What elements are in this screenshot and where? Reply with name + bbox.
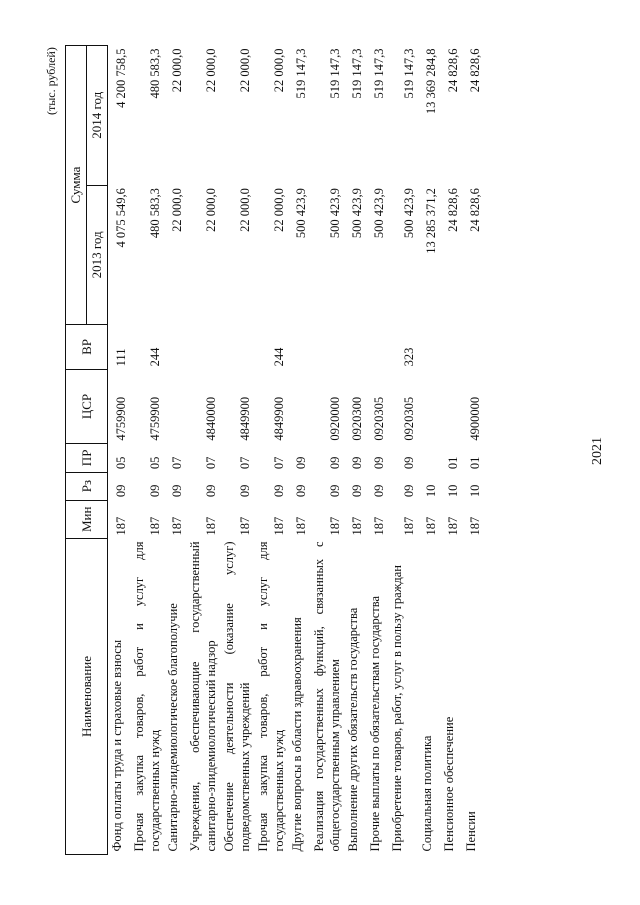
cell-vr	[288, 325, 310, 370]
cell-csr	[440, 369, 462, 443]
cell-min: 187	[169, 516, 184, 536]
cell-name: Учреждения, обеспечивающие государственный санитарно-эпидемиологический надзор	[187, 541, 218, 852]
cell-name: Социальная политика	[419, 735, 434, 852]
cell-y2014: 24 828,6	[467, 48, 482, 93]
cell-name: Фонд оплаты труда и страховые взносы	[110, 639, 124, 852]
cell-name: Приобретение товаров, работ, услуг в пользу граждан	[389, 565, 404, 852]
header-csr: ЦСР	[66, 369, 108, 443]
table-row	[130, 46, 164, 855]
cell-csr: 0920305	[371, 396, 386, 441]
page-number: 2021	[590, 437, 605, 465]
cell-y2013: 13 285 371,2	[423, 188, 438, 254]
cell-rz: 09	[113, 484, 128, 498]
cell-min: 187	[113, 516, 128, 536]
cell-y2013: 22 000,0	[203, 188, 218, 232]
cell-y2014: 22 000,0	[237, 48, 252, 93]
cell-y2014: 22 000,0	[169, 48, 184, 93]
cell-csr: 0920300	[349, 396, 364, 441]
table-row	[440, 46, 462, 855]
cell-pr: 09	[371, 456, 386, 470]
cell-pr: 05	[147, 456, 162, 470]
cell-vr: 323	[401, 347, 416, 367]
table-row	[254, 46, 288, 855]
cell-min: 187	[293, 516, 308, 536]
cell-rz: 09	[237, 484, 252, 498]
cell-y2013: 22 000,0	[237, 188, 252, 232]
cell-min: 187	[423, 516, 438, 536]
cell-min: 187	[271, 516, 286, 536]
cell-pr: 07	[203, 456, 218, 470]
cell-rz: 10	[467, 484, 482, 498]
cell-name: Прочая закупка товаров, работ и услуг для государственных нужд	[131, 541, 162, 852]
cell-vr	[164, 325, 186, 370]
header-rz: Рз	[66, 472, 108, 500]
header-pr: ПР	[66, 444, 108, 472]
cell-vr	[418, 325, 440, 370]
cell-min: 187	[467, 516, 482, 536]
cell-rz: 09	[271, 484, 286, 498]
table-row	[388, 46, 418, 855]
header-name: Наименование	[66, 538, 108, 854]
cell-pr	[418, 444, 440, 472]
cell-vr	[366, 325, 388, 370]
cell-y2013: 4 075 549,6	[113, 188, 128, 248]
cell-rz: 09	[401, 484, 416, 498]
cell-pr: 01	[467, 456, 482, 470]
cell-y2014: 519 147,3	[371, 48, 386, 99]
cell-min: 187	[445, 516, 460, 536]
cell-csr: 0920000	[327, 396, 342, 441]
table-row	[310, 46, 344, 855]
cell-min: 187	[349, 516, 364, 536]
cell-rz: 09	[327, 484, 342, 498]
cell-csr: 4900000	[467, 396, 482, 441]
cell-vr	[440, 325, 462, 370]
cell-vr: 244	[271, 347, 286, 367]
cell-min: 187	[327, 516, 342, 536]
cell-rz: 09	[147, 484, 162, 498]
cell-csr: 4759900	[113, 396, 128, 441]
cell-y2013: 500 423,9	[327, 188, 342, 239]
cell-csr	[418, 369, 440, 443]
cell-name: Санитарно-эпидемиологическое благополучие	[165, 603, 180, 852]
cell-vr: 111	[113, 348, 128, 367]
cell-name: Пенсии	[463, 811, 478, 852]
cell-name: Обеспечение деятельности (оказание услуг) подведомственных учреждений	[221, 541, 252, 852]
cell-min: 187	[371, 516, 386, 536]
cell-y2014: 13 369 284,8	[423, 48, 438, 115]
budget-table	[65, 45, 484, 855]
table-row	[418, 46, 440, 855]
cell-vr	[310, 325, 344, 370]
cell-name: Прочая закупка товаров, работ и услуг для государственных нужд	[255, 541, 286, 852]
cell-vr	[186, 325, 220, 370]
cell-pr: 09	[327, 456, 342, 470]
cell-rz: 09	[349, 484, 364, 498]
cell-rz: 10	[445, 484, 460, 498]
cell-csr	[164, 369, 186, 443]
table-row	[462, 46, 484, 855]
cell-rz: 09	[371, 484, 386, 498]
cell-rz: 09	[203, 484, 218, 498]
cell-y2014: 519 147,3	[293, 48, 308, 99]
cell-rz: 09	[169, 484, 184, 498]
table-row	[108, 46, 130, 855]
cell-pr: 07	[169, 456, 184, 470]
table-row	[220, 46, 254, 855]
cell-y2014: 24 828,6	[445, 48, 460, 93]
table-row	[164, 46, 186, 855]
cell-vr: 244	[147, 347, 162, 367]
cell-y2014: 519 147,3	[349, 48, 364, 99]
cell-vr	[220, 325, 254, 370]
cell-csr: 4840000	[203, 396, 218, 441]
cell-rz: 10	[423, 484, 438, 498]
table-body	[108, 46, 484, 855]
table-row	[366, 46, 388, 855]
table-header	[66, 46, 108, 855]
cell-min: 187	[203, 516, 218, 536]
cell-csr: 0920305	[401, 396, 416, 441]
cell-csr: 4849900	[271, 396, 286, 441]
cell-y2013: 22 000,0	[271, 188, 286, 232]
cell-y2013: 480 583,3	[147, 188, 162, 239]
cell-csr	[288, 369, 310, 443]
cell-vr	[462, 325, 484, 370]
cell-csr: 4759900	[147, 396, 162, 441]
cell-y2013: 500 423,9	[401, 188, 416, 239]
cell-pr: 07	[271, 456, 286, 470]
header-2013: 2013 год	[87, 185, 108, 325]
cell-pr: 09	[349, 456, 364, 470]
cell-name: Выполнение других обязательств государства	[345, 607, 360, 852]
cell-y2014: 519 147,3	[401, 48, 416, 99]
cell-min: 187	[147, 516, 162, 536]
cell-y2014: 22 000,0	[271, 48, 286, 93]
cell-y2013: 24 828,6	[445, 188, 460, 232]
cell-vr	[344, 325, 366, 370]
cell-y2014: 4 200 758,5	[113, 48, 128, 108]
cell-pr: 09	[293, 456, 308, 470]
cell-name: Реализация государственных функций, связанных с общегосударственным управлением	[311, 541, 342, 852]
cell-rz: 09	[293, 484, 308, 498]
cell-y2013: 500 423,9	[293, 188, 308, 239]
cell-pr: 05	[113, 456, 128, 470]
cell-min: 187	[237, 516, 252, 536]
table-row	[186, 46, 220, 855]
table-row	[344, 46, 366, 855]
cell-pr: 01	[445, 456, 460, 470]
cell-y2013: 500 423,9	[349, 188, 364, 239]
header-2014: 2014 год	[87, 46, 108, 186]
cell-y2013: 22 000,0	[169, 188, 184, 232]
cell-min: 187	[401, 516, 416, 536]
units-label: (тыс. рублей)	[44, 47, 58, 115]
cell-name: Другие вопросы в области здравоохранения	[289, 617, 304, 852]
header-min: Мин	[66, 500, 108, 538]
cell-y2013: 24 828,6	[467, 188, 482, 232]
cell-csr: 4849900	[237, 396, 252, 441]
table-row	[288, 46, 310, 855]
cell-name: Пенсионное обеспечение	[441, 716, 456, 852]
header-sum: Сумма	[66, 46, 87, 325]
cell-y2014: 480 583,3	[147, 48, 162, 99]
cell-y2014: 519 147,3	[327, 48, 342, 99]
cell-pr: 07	[237, 456, 252, 470]
cell-y2014: 22 000,0	[203, 48, 218, 93]
cell-pr: 09	[401, 456, 416, 470]
header-vr: ВР	[66, 325, 108, 370]
cell-name: Прочие выплаты по обязательствам государства	[367, 595, 382, 852]
cell-y2013: 500 423,9	[371, 188, 386, 239]
